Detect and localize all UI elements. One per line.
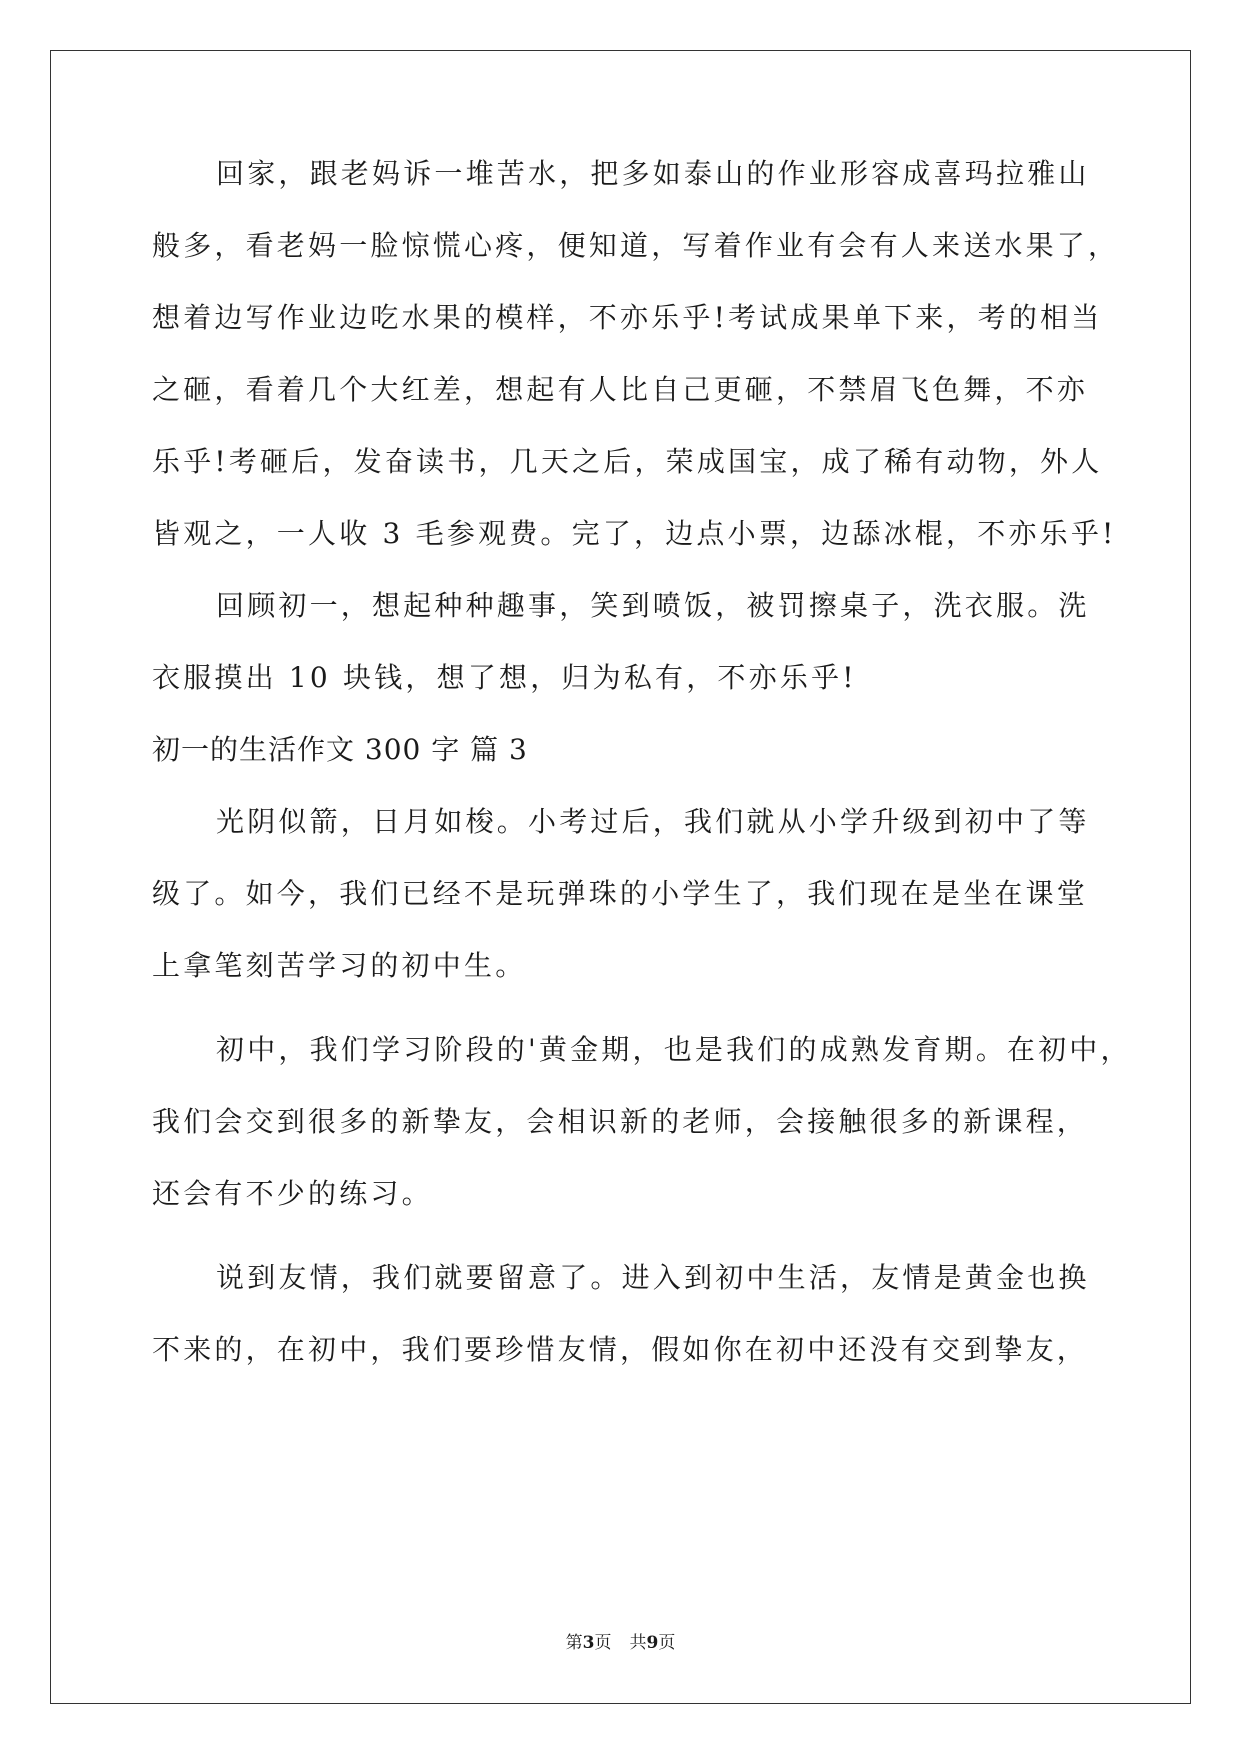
text-line: 皆观之，一人收 3 毛参观费。完了，边点小票，边舔冰棍，不亦乐乎! [152, 517, 1117, 550]
text-line: 我们会交到很多的新挚友，会相识新的老师，会接触很多的新课程， [152, 1105, 1089, 1138]
section-heading: 初一的生活作文 300 字 篇 3 [152, 733, 528, 766]
text-line: 回顾初一，想起种种趣事，笑到喷饭，被罚擦桌子，洗衣服。洗 [216, 589, 1090, 622]
page-number: 3 [582, 1633, 595, 1653]
total-suffix: 页 [658, 1633, 676, 1653]
page-suffix: 页 [594, 1633, 612, 1653]
page-prefix: 第 [565, 1633, 583, 1653]
text-line: 光阴似箭，日月如梭。小考过后，我们就从小学升级到初中了等 [216, 805, 1090, 838]
text-line: 不来的，在初中，我们要珍惜友情，假如你在初中还没有交到挚友， [152, 1333, 1089, 1366]
text-line: 乐乎!考砸后，发奋读书，几天之后，荣成国宝，成了稀有动物，外人 [152, 445, 1103, 478]
text-line: 级了。如今，我们已经不是玩弹珠的小学生了，我们现在是坐在课堂 [152, 877, 1089, 910]
text-line: 回家，跟老妈诉一堆苦水，把多如泰山的作业形容成喜玛拉雅山 [216, 157, 1090, 190]
text-line: 般多，看老妈一脸惊慌心疼，便知道，写着作业有会有人来送水果了， [152, 229, 1120, 262]
text-line: 初中，我们学习阶段的'黄金期，也是我们的成熟发育期。在初中， [216, 1033, 1132, 1066]
text-line: 想着边写作业边吃水果的模样，不亦乐乎!考试成果单下来，考的相当 [152, 301, 1103, 334]
total-pages: 9 [646, 1633, 659, 1653]
text-line: 说到友情，我们就要留意了。进入到初中生活，友情是黄金也换 [216, 1261, 1090, 1294]
text-line: 之砸，看着几个大红差，想起有人比自己更砸，不禁眉飞色舞，不亦 [152, 373, 1089, 406]
text-line: 上拿笔刻苦学习的初中生。 [152, 949, 527, 982]
page-footer [0, 1632, 1241, 1654]
text-line: 衣服摸出 10 块钱，想了想，归为私有，不亦乐乎! [152, 661, 857, 694]
text-line: 还会有不少的练习。 [152, 1177, 433, 1210]
total-prefix: 共 [629, 1633, 647, 1653]
